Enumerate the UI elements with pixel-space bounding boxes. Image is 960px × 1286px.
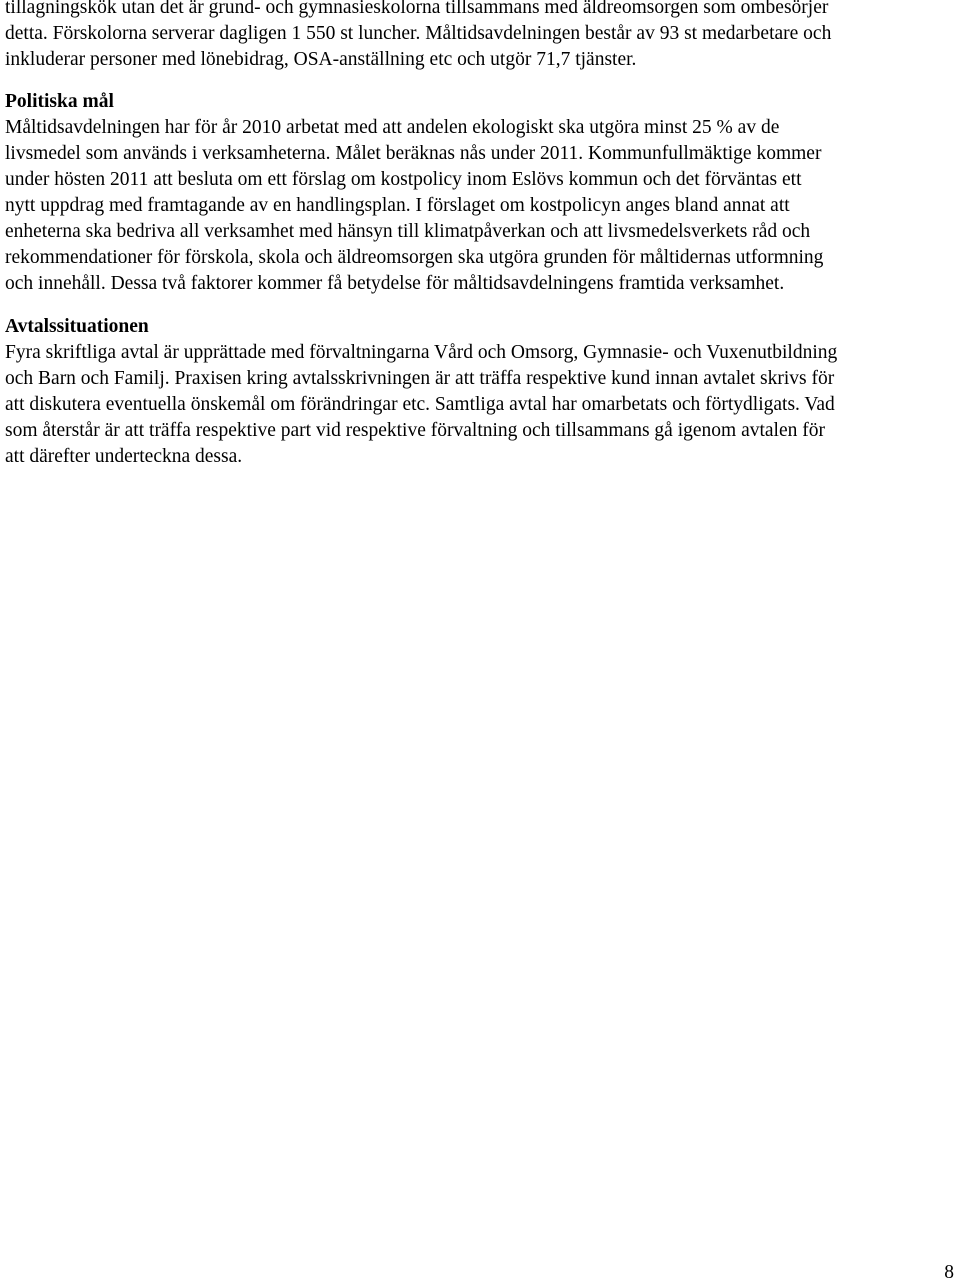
agreements-section bbox=[5, 314, 957, 470]
political-goals-line: under hösten 2011 att besluta om ett förslag om kostpolicy inom Eslövs kommun och det förväntas ett bbox=[5, 169, 802, 190]
document-page bbox=[5, 0, 957, 470]
paragraph-spacer bbox=[5, 297, 957, 314]
agreements-heading: Avtalssituationen bbox=[5, 316, 149, 337]
agreements-line: att därefter underteckna dessa. bbox=[5, 446, 243, 467]
political-goals-line: och innehåll. Dessa två faktorer kommer få betydelse för måltidsavdelningens framtida verksamhet. bbox=[5, 273, 785, 294]
intro-line: detta. Förskolorna serverar dagligen 1 550 st luncher. Måltidsavdelningen består av 93 st medarbetare och bbox=[5, 23, 832, 44]
political-goals-line: nytt uppdrag med framtagande av en handlingsplan. I förslaget om kostpolicyn anges bland annat att bbox=[5, 195, 790, 216]
page-number: 8 bbox=[944, 1262, 954, 1283]
political-goals-section bbox=[5, 89, 957, 297]
agreements-line: och Barn och Familj. Praxisen kring avtalsskrivningen är att träffa respektive kund innan avtalet skrivs för bbox=[5, 368, 835, 389]
agreements-line: att diskutera eventuella önskemål om förändringar etc. Samtliga avtal har omarbetats och förtydligats. Vad bbox=[5, 394, 835, 415]
political-goals-line: enheterna ska bedriva all verksamhet med hänsyn till klimatpåverkan och att livsmedelsverkets råd och bbox=[5, 221, 811, 242]
political-goals-line: livsmedel som används i verksamheterna. Målet beräknas nås under 2011. Kommunfullmäktige kommer bbox=[5, 143, 822, 164]
agreements-line: Fyra skriftliga avtal är upprättade med förvaltningarna Vård och Omsorg, Gymnasie- och Vuxenutbildning bbox=[5, 342, 838, 363]
agreements-line: som återstår är att träffa respektive part vid respektive förvaltning och tillsammans gå igenom avtalen för bbox=[5, 420, 825, 441]
political-goals-line: Måltidsavdelningen har för år 2010 arbetat med att andelen ekologiskt ska utgöra minst 25 % av de bbox=[5, 117, 780, 138]
intro-paragraph bbox=[5, 0, 957, 73]
paragraph-spacer bbox=[5, 73, 957, 89]
intro-line: tillagningskök utan det är grund- och gymnasieskolorna tillsammans med äldreomsorgen som ombesörjer bbox=[5, 0, 829, 18]
intro-line: inkluderar personer med lönebidrag, OSA-anställning etc och utgör 71,7 tjänster. bbox=[5, 49, 637, 70]
political-goals-line: rekommendationer för förskola, skola och äldreomsorgen ska utgöra grunden för måltidernas utformning bbox=[5, 247, 824, 268]
political-goals-heading: Politiska mål bbox=[5, 91, 114, 112]
